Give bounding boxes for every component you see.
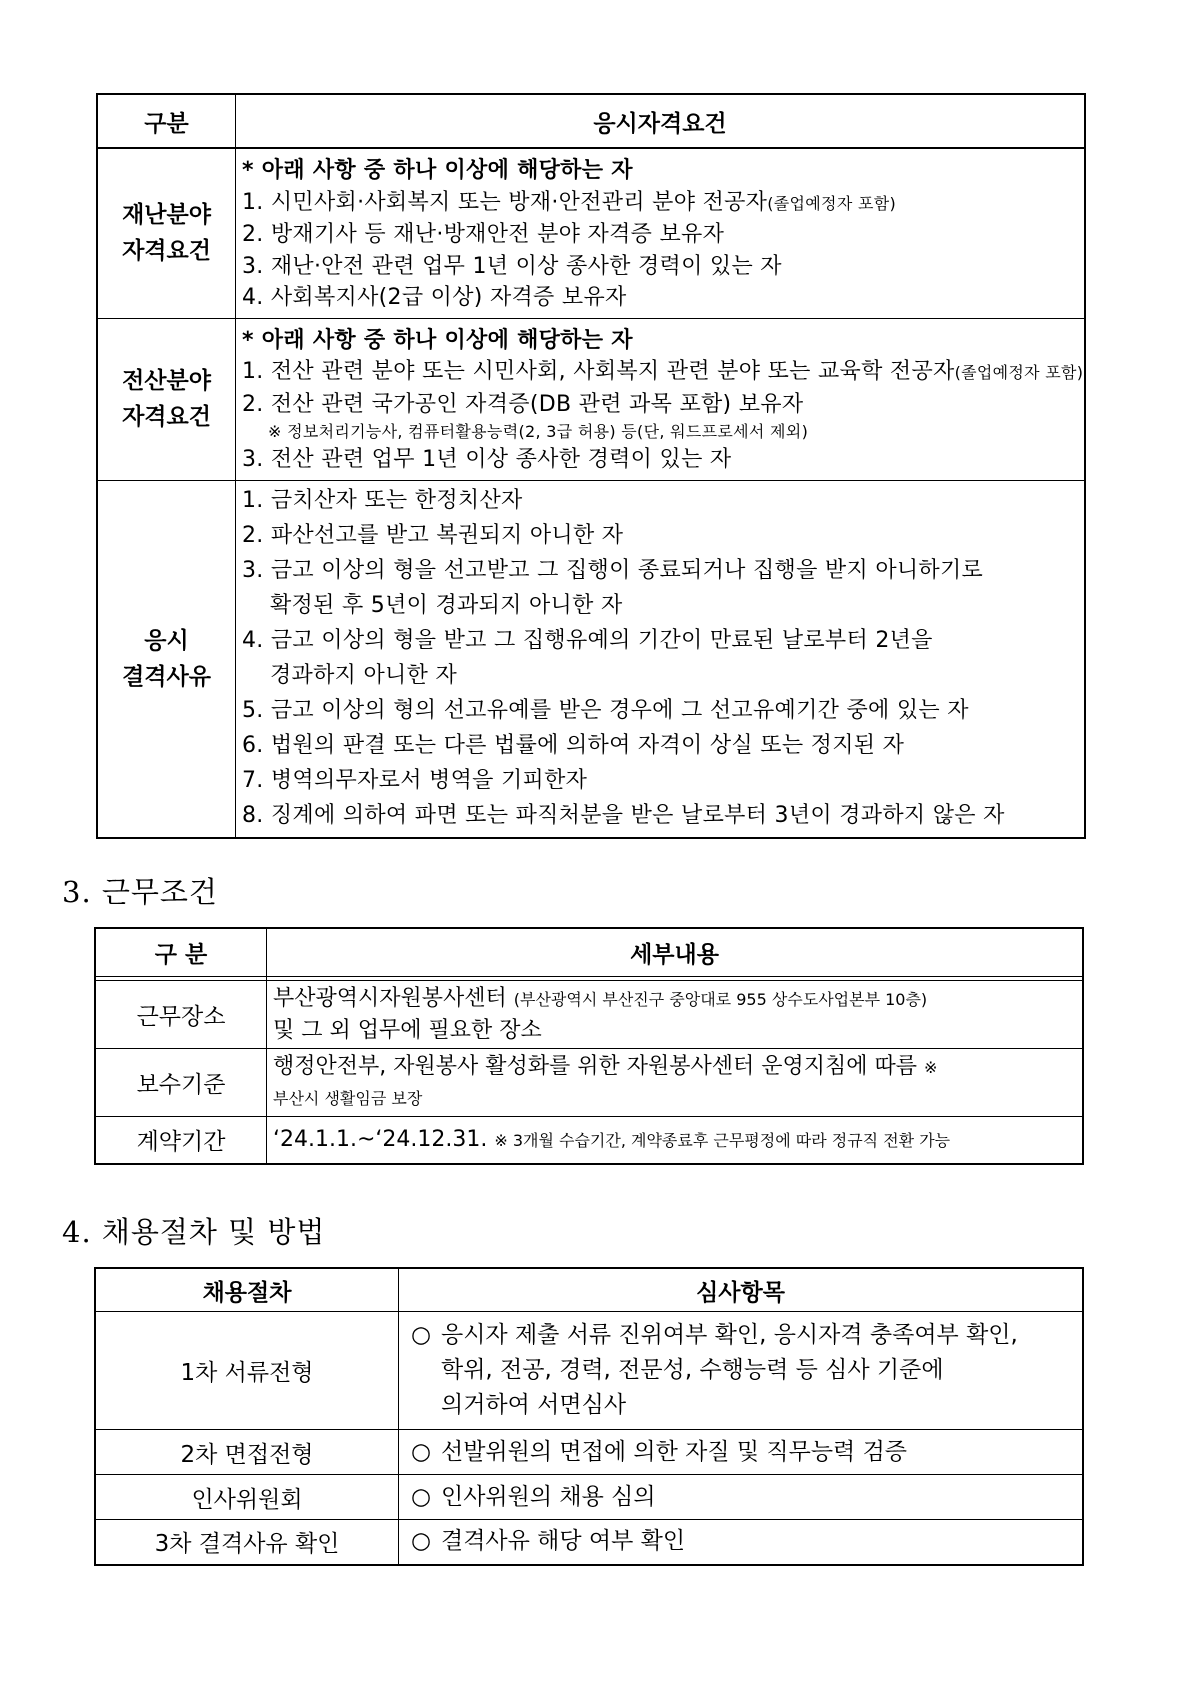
details-place	[267, 981, 1084, 1049]
header-requirements: 응시자격요건	[236, 94, 1086, 148]
list-item: 3. 금고 이상의 형을 선고받고 그 집행이 종료되거나 집행을 받지 아니하기로	[242, 557, 984, 583]
detail-note: ※	[924, 1058, 938, 1077]
disqualification-list	[236, 480, 1086, 838]
list-item-continued: 경과하지 아니한 자	[270, 662, 458, 688]
label-period: 계약기간	[95, 1117, 267, 1164]
list-item: 8. 징계에 의하여 파면 또는 파직처분을 받은 날로부터 3년이 경과하지 않은 자	[242, 802, 1005, 828]
bullet-icon: ○	[411, 1322, 432, 1348]
list-item: 3. 전산 관련 업무 1년 이상 종사한 경력이 있는 자	[242, 447, 732, 472]
label-pay: 보수기준	[95, 1049, 267, 1117]
table-row	[95, 1520, 1083, 1565]
criteria-cell	[399, 1312, 1084, 1430]
header-category: 구분	[97, 94, 236, 148]
list-item: 5. 금고 이상의 형의 선고유예를 받은 경우에 그 선고유예기간 중에 있는 자	[242, 697, 969, 723]
criteria-text: 선발위원의 면접에 의한 자질 및 직무능력 검증	[441, 1438, 908, 1465]
list-item: 7. 병역의무자로서 병역을 기피한자	[242, 767, 588, 793]
category-label: 결격사유	[122, 663, 211, 690]
table-header-row	[95, 1268, 1083, 1312]
item-text: 1. 시민사회·사회복지 또는 방재·안전관리 분야 전공자	[242, 189, 768, 215]
criteria-text: 인사위원의 채용 심의	[441, 1483, 656, 1510]
section-title-work-conditions: 3. 근무조건	[62, 875, 218, 909]
table-row-period	[95, 1117, 1083, 1164]
detail-text: ‘24.1.1.~‘24.12.31.	[273, 1126, 495, 1152]
detail-line: 부산시 생활임금 보장	[273, 1089, 423, 1108]
hiring-process-table	[94, 1267, 1084, 1566]
item-note: (졸업예정자 포함)	[954, 363, 1084, 382]
list-item: 1. 금치산자 또는 한정치산자	[242, 487, 523, 513]
list-item: 4. 사회복지사(2급 이상) 자격증 보유자	[242, 285, 627, 310]
table-header-row	[97, 94, 1085, 148]
detail-text: 행정안전부, 자원봉사 활성화를 위한 자원봉사센터 운영지침에 따름	[273, 1054, 925, 1079]
detail-line	[273, 983, 1076, 1015]
category-disaster	[97, 148, 236, 318]
category-it	[97, 318, 236, 480]
criteria-cell	[399, 1520, 1084, 1565]
step-label: 인사위원회	[95, 1475, 399, 1520]
label-place: 근무장소	[95, 981, 267, 1049]
list-item-continued: 확정된 후 5년이 경과되지 아니한 자	[270, 592, 623, 618]
detail-line: 및 그 외 업무에 필요한 장소	[273, 1018, 542, 1043]
step-label: 3차 결격사유 확인	[95, 1520, 399, 1565]
detail-note: (부산광역시 부산진구 중앙대로 955 상수도사업본부 10층)	[513, 990, 928, 1009]
list-item: 6. 법원의 판결 또는 다른 법률에 의하여 자격이 상실 또는 정지된 자	[242, 732, 905, 758]
list-item: 4. 금고 이상의 형을 받고 그 집행유예의 기간이 만료된 날로부터 2년을	[242, 627, 933, 653]
eligibility-table	[96, 93, 1086, 839]
list-item: 3. 재난·안전 관련 업무 1년 이상 종사한 경력이 있는 자	[242, 253, 782, 279]
item-note: (졸업예정자 포함)	[767, 193, 897, 213]
list-item: 2. 파산선고를 받고 복권되지 아니한 자	[242, 522, 624, 548]
criteria-text: 결격사유 해당 여부 확인	[441, 1528, 686, 1555]
step-label: 1차 서류전형	[95, 1312, 399, 1430]
criteria-line: 의거하여 서면심사	[441, 1392, 627, 1418]
bullet-icon: ○	[411, 1528, 432, 1555]
requirements-disaster	[236, 148, 1086, 318]
criteria-line	[411, 1318, 1070, 1353]
detail-text: 부산광역시자원봉사센터	[273, 986, 514, 1011]
list-item	[242, 187, 1084, 220]
bullet-icon: ○	[411, 1483, 432, 1510]
category-label: 자격요건	[122, 238, 211, 265]
item-text: 1. 전산 관련 분야 또는 시민사회, 사회복지 관련 분야 또는 교육학 전공자	[242, 359, 955, 384]
category-label: 전산분야	[122, 368, 211, 394]
table-row	[95, 1475, 1083, 1520]
detail-note: ※ 3개월 수습기간, 계약종료후 근무평정에 따라 정규직 전환 가능	[494, 1130, 951, 1150]
list-item: 2. 전산 관련 국가공인 자격증(DB 관련 과목 포함) 보유자	[242, 391, 804, 417]
table-row	[95, 1430, 1083, 1475]
details-period	[267, 1117, 1084, 1164]
criteria-line: 학위, 전공, 경력, 전문성, 수행능력 등 심사 기준에	[441, 1357, 944, 1383]
item-note: ※ 정보처리기능사, 컴퓨터활용능력(2, 3급 허용) 등(단, 워드프로세서 제외)	[268, 422, 809, 441]
header-step: 채용절차	[95, 1268, 399, 1312]
table-row-it	[97, 318, 1085, 480]
section-title-hiring-process: 4. 채용절차 및 방법	[62, 1215, 326, 1249]
category-label: 재난분야	[122, 202, 211, 229]
table-row	[95, 1312, 1083, 1430]
list-item	[242, 356, 1084, 389]
table-header-row	[95, 928, 1083, 977]
criteria-text: 응시자 제출 서류 진위여부 확인, 응시자격 충족여부 확인,	[441, 1322, 1018, 1348]
lead-text: * 아래 사항 중 하나 이상에 해당하는 자	[242, 327, 633, 353]
table-row-place	[95, 981, 1083, 1049]
step-label: 2차 면접전형	[95, 1430, 399, 1475]
header-details: 세부내용	[267, 928, 1084, 977]
requirements-it	[236, 318, 1086, 480]
detail-line	[273, 1051, 1076, 1083]
table-row-disqualification	[97, 480, 1085, 838]
list-item: 2. 방재기사 등 재난·방재안전 분야 자격증 보유자	[242, 222, 725, 247]
header-criteria: 심사항목	[399, 1268, 1084, 1312]
criteria-cell	[399, 1430, 1084, 1475]
work-conditions-table	[94, 927, 1084, 1165]
category-label: 응시	[144, 627, 189, 654]
table-row-pay	[95, 1049, 1083, 1117]
table-row-disaster	[97, 148, 1085, 318]
lead-text: * 아래 사항 중 하나 이상에 해당하는 자	[242, 158, 633, 183]
bullet-icon: ○	[411, 1438, 432, 1465]
header-category: 구 분	[95, 928, 267, 977]
category-disqualification	[97, 480, 236, 838]
criteria-cell	[399, 1475, 1084, 1520]
details-pay	[267, 1049, 1084, 1117]
category-label: 자격요건	[122, 404, 211, 430]
